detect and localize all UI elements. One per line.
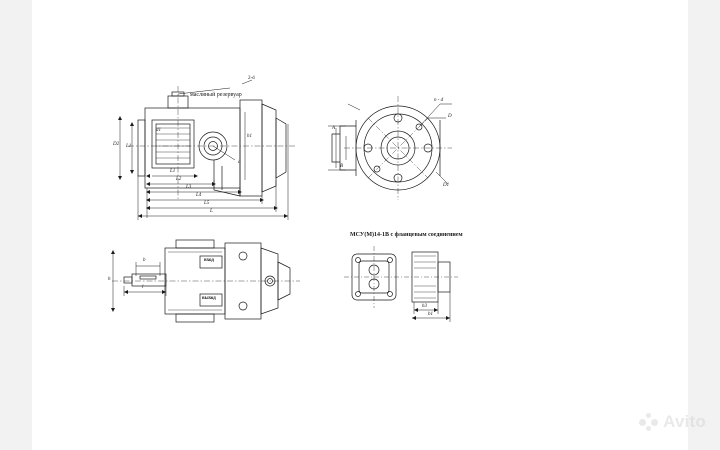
label-L1-vert: L1 [126,144,132,149]
label-l: l [142,285,144,290]
label-b1: b1 [428,312,433,317]
label-L5: L5 [204,201,210,206]
label-outlet: выход [202,296,216,301]
label-A: A [332,126,336,131]
label-L: L [210,209,213,214]
label-L4: L4 [196,193,202,198]
flange-face-view [328,96,452,200]
flange-connection-detail [344,246,458,322]
watermark-text: Avito [663,412,706,431]
label-n-d: n - d [434,98,444,103]
label-B: B [340,164,344,169]
label-d: d [238,160,241,165]
label-inlet: вход [204,258,214,263]
side-elevation-view [118,80,296,220]
avito-logo-icon [639,413,658,432]
plan-view [111,240,300,322]
label-flange-view-title: МСУ(М)14-1В с фланцевым соединением [350,232,463,238]
label-h1: h1 [247,134,252,139]
label-D2: D2 [113,142,120,147]
label-b: b [143,258,146,263]
label-L1: L1 [170,169,176,174]
label-D1: D1 [443,183,450,188]
label-h3: h3 [422,304,427,309]
label-d1: d1 [156,128,161,133]
avito-watermark [639,412,706,432]
label-L2: L2 [176,177,182,182]
label-oil-reservoir: масляный резервуар [190,92,242,98]
label-h: h [108,277,111,282]
label-2-d-top: 2-d [248,76,255,81]
label-D: D [448,114,452,119]
label-L3: L3 [186,185,192,190]
